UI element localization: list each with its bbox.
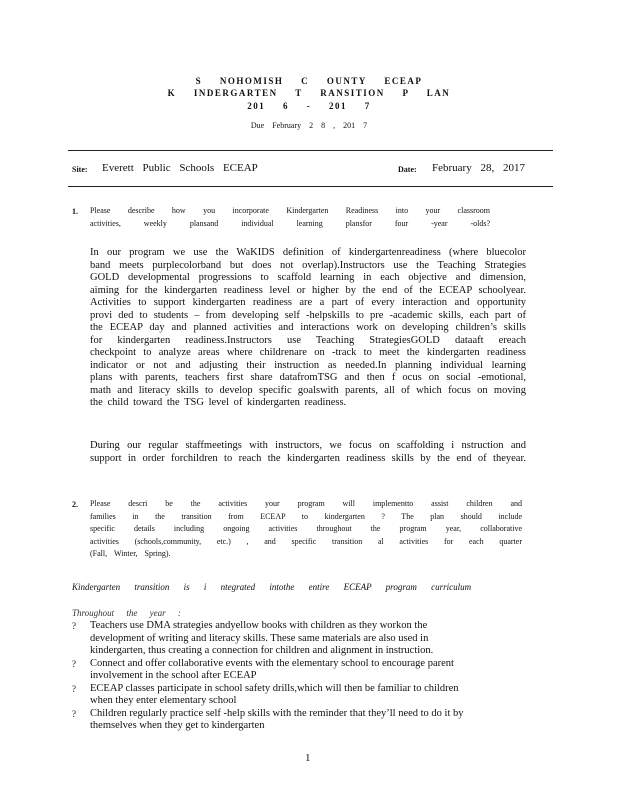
site-value: Everett Public Schools ECEAP <box>102 162 258 174</box>
list-item <box>72 658 532 683</box>
top-rule <box>68 150 553 151</box>
answer-line: indicator or not and adjusting their instruction as needed.In planning individual learning <box>90 359 526 371</box>
date-label: Date: <box>398 165 417 174</box>
question-2-line: (Fall, Winter, Spring). <box>90 549 171 558</box>
due-date: Due February 2 8 , 201 7 <box>250 121 368 130</box>
bullet-line: kindergarten, thus creating a connection for children and alignment in instruction. <box>90 645 434 656</box>
bullet-line: development of writing and literacy skills. These same materials are also used in <box>90 632 429 644</box>
question-1-line: Please describe how you incorporate Kindergarten Readiness into your classroom <box>90 206 490 215</box>
answer-line: math and literacy skills to develop specific goalswith parents, all of which focus on moving <box>90 384 526 396</box>
date-value: February 28, 2017 <box>432 162 525 174</box>
answer-line: for kindergarten readiness.Instructors use Teaching StrategiesGOLD dataaft ereach <box>90 334 526 346</box>
answer-line: Activities to support kindergarten readiness are a part of every interaction and opportunity <box>90 297 526 308</box>
bullet-marker: ? <box>72 658 76 669</box>
bullet-line: ECEAP classes participate in school safety drills,which will then be familiar to children <box>90 682 459 694</box>
bullet-marker: ? <box>72 708 76 719</box>
answer-line: plans with parents, teachers first share datafromTSG and then f ocus on social -emotional, <box>90 372 526 383</box>
header-line-3: 201 6 - 201 7 <box>247 101 371 111</box>
question-2-number: 2. <box>72 500 78 509</box>
answer-1-paragraph <box>90 247 526 410</box>
answer-line: GOLD developmental progressions to scaffold learning in each objective and dimension, <box>90 272 526 283</box>
bullet-line: Teachers use DMA strategies andyellow books with children as they workon the <box>90 620 428 631</box>
throughout-label: Throughout the year : <box>72 608 181 618</box>
answer-line: In our program we use the WaKIDS definition of kindergartenreadiness (where bluecolor <box>90 247 526 258</box>
question-2-line: families in the transition from ECEAP to kindergarten ? The plan should include <box>90 511 522 521</box>
answer-line: checkpoint to analyze areas where childrenare on -track to meet the kindergarten readiness <box>90 347 526 358</box>
list-item <box>72 708 532 733</box>
question-2-line: Please descri be the activities your program will implementto assist children and <box>90 499 522 508</box>
list-item <box>72 620 532 658</box>
question-2-line: specific details including ongoing activities throughout the program year, collaborative <box>90 524 522 533</box>
site-label: Site: <box>72 165 88 174</box>
list-item <box>72 683 532 708</box>
question-1-number: 1. <box>72 207 78 216</box>
answer-1b-paragraph <box>90 440 526 465</box>
bullet-line: involvement in the school after ECEAP <box>90 670 257 681</box>
bullet-marker: ? <box>72 621 76 631</box>
answer-line: provi ded to students – from developing self -helpskills to pre -academic skills, each part of <box>90 309 526 321</box>
bottom-rule <box>68 186 553 187</box>
header-line-1: S NOHOMISH C OUNTY ECEAP <box>195 76 423 86</box>
question-1-line: activities, weekly plansand individual learning plansfor four -year -olds? <box>90 218 490 228</box>
answer-line: the child toward the TSG level of kindergarten readiness. <box>90 397 347 408</box>
answer-line: aiming for the kindergarten readiness level or higher by the end of the ECEAP schoolyear. <box>90 284 526 296</box>
question-2-line: activities (schools,community, etc.) , and specific transition al activities for each quarter <box>90 536 522 546</box>
bullet-line: when they enter elementary school <box>90 695 237 706</box>
question-1 <box>90 205 490 230</box>
page-number: 1 <box>305 752 311 764</box>
header-line-2: K INDERGARTEN T RANSITION P LAN <box>167 88 451 98</box>
answer-line: During our regular staffmeetings with instructors, we focus on scaffolding i nstruction and <box>90 440 526 451</box>
question-2 <box>90 498 522 561</box>
bullet-line: Children regularly practice self -help skills with the reminder that they’ll need to do it by <box>90 707 464 719</box>
bullet-line: Connect and offer collaborative events with the elementary school to encourage parent <box>90 657 454 669</box>
bullet-marker: ? <box>72 683 76 694</box>
answer-line: band meets purplecolorband but does not overlap).Instructors use the Teaching Strategies <box>90 259 526 271</box>
bullet-line: themselves when they get to kindergarten <box>90 720 265 731</box>
section-title: Kindergarten transition is i ntegrated intothe entire ECEAP program curriculum <box>72 582 472 592</box>
answer-line: support in order forchildren to reach the kindergarten readiness skills by the end of theyear. <box>90 452 526 464</box>
answer-line: the ECEAP day and planned activities and interactions work on developing children’s skills <box>90 322 526 333</box>
bullet-list <box>72 620 532 733</box>
